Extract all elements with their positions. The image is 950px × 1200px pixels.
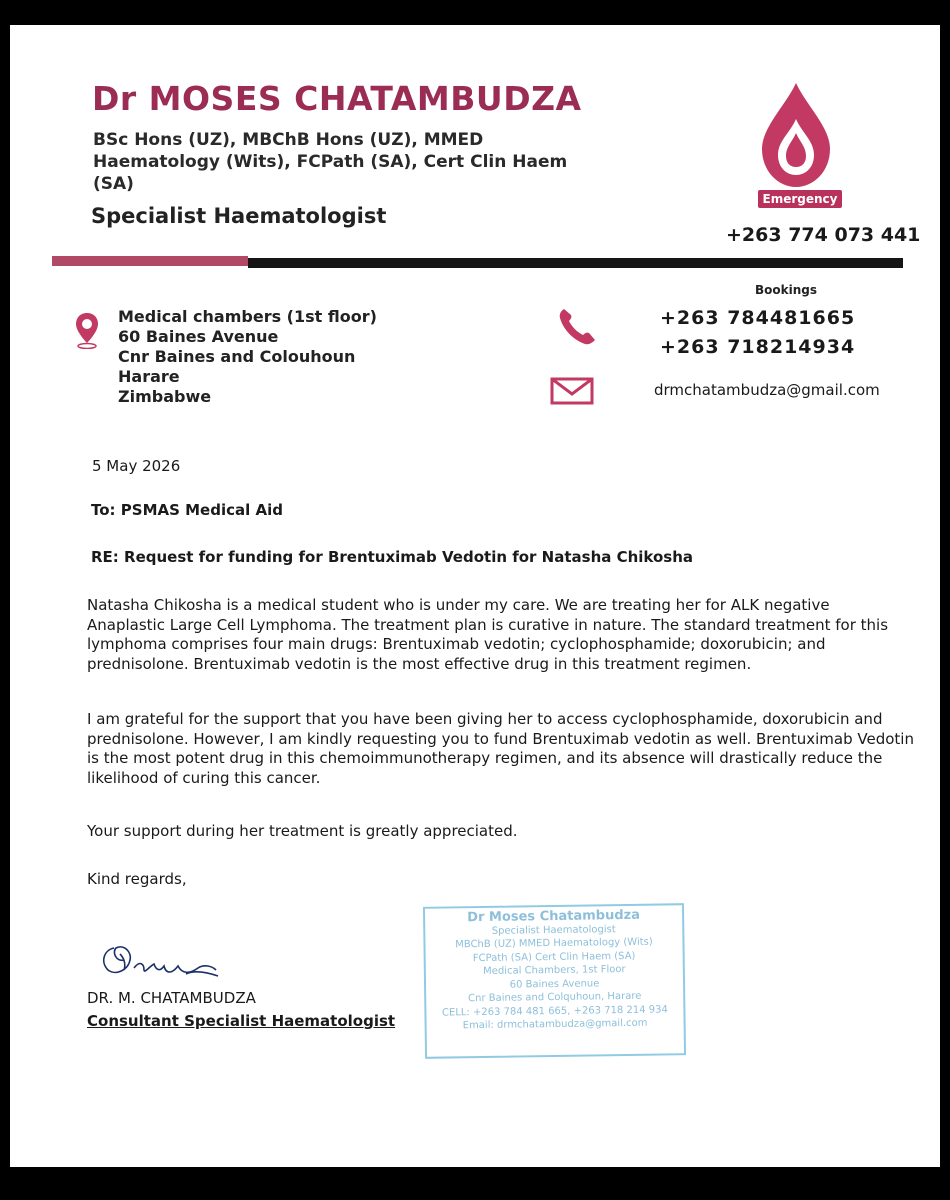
subject-line: RE: Request for funding for Brentuximab Vedotin for Natasha Chikosha: [91, 548, 694, 566]
emergency-phone: +263 774 073 441: [726, 224, 921, 246]
specialty-title: Specialist Haematologist: [91, 204, 387, 228]
location-pin-icon: [74, 311, 100, 349]
stamp-line: MBChB (UZ) MMED Haematology (Wits): [455, 936, 653, 951]
address-block: [118, 307, 377, 407]
recipient: To: PSMAS Medical Aid: [91, 501, 283, 519]
stamp-line: Specialist Haematologist: [491, 923, 616, 937]
letter-date: 5 May 2026: [92, 457, 181, 475]
email-address: drmchatambudza@gmail.com: [654, 381, 880, 399]
stamp-line: Medical Chambers, 1st Floor: [483, 964, 626, 977]
signer-name: DR. M. CHATAMBUDZA: [87, 989, 256, 1007]
phone-icon: [555, 305, 599, 349]
address-line: Cnr Baines and Colouhoun: [118, 347, 356, 366]
stamp-line: CELL: +263 784 481 665, +263 718 214 934: [441, 1003, 668, 1019]
envelope-icon: [550, 377, 594, 405]
stamp-line: 60 Baines Avenue: [509, 977, 600, 991]
body-paragraph: I am grateful for the support that you have been giving her to access cyclophosphamide, doxorubicin and prednisolone. However, I am kindly requesting you to fund Brentuximab vedotin as well. Brentuximab Vedotin is the most potent drug in this chemoimmunotherapy regimen, and its absence will drastically reduce the likelihood of curing this cancer.: [87, 710, 914, 787]
doctor-name: Dr MOSES CHATAMBUDZA: [92, 79, 582, 118]
stamp-line: FCPath (SA) Cert Clin Haem (SA): [472, 950, 636, 964]
address-line: Zimbabwe: [118, 387, 212, 406]
emergency-label: Emergency: [758, 190, 842, 208]
stamp-line: Email: drmchatambudza@gmail.com: [462, 1017, 648, 1032]
signer-title: Consultant Specialist Haematologist: [87, 1012, 396, 1030]
bookings-phone-1: +263 784481665: [660, 307, 856, 329]
address-line: Medical chambers (1st floor): [118, 307, 377, 326]
body-paragraph: Natasha Chikosha is a medical student who is under my care. We are treating her for ALK negative Anaplastic Large Cell Lymphoma. The treatment plan is curative in nature. The standard treatment for this lymphoma comprises four main drugs: Brentuximab vedotin; cyclophosphamide; doxorubicin; and prednisolone. Brentuximab vedotin is the most effective drug in this treatment regimen.: [87, 596, 889, 673]
body-paragraph: Your support during her treatment is greatly appreciated.: [87, 822, 518, 840]
bookings-label: Bookings: [755, 283, 818, 297]
stamp-title: Dr Moses Chatambudza: [467, 908, 641, 926]
stamp-line: Cnr Baines and Colquhoun, Harare: [468, 990, 642, 1005]
closing: Kind regards,: [87, 870, 187, 888]
blood-drop-logo-icon: [750, 79, 842, 191]
letter-page: [10, 25, 940, 1167]
bookings-phone-2: +263 718214934: [660, 336, 856, 358]
doctor-stamp: [423, 903, 686, 1059]
header-divider: [248, 258, 903, 268]
address-line: Harare: [118, 367, 180, 386]
handwritten-signature: [94, 930, 244, 990]
header-divider-accent: [52, 256, 248, 266]
address-line: 60 Baines Avenue: [118, 327, 279, 346]
qualifications: BSc Hons (UZ), MBChB Hons (UZ), MMED Haematology (Wits), FCPath (SA), Cert Clin Haem (SA): [93, 130, 568, 194]
